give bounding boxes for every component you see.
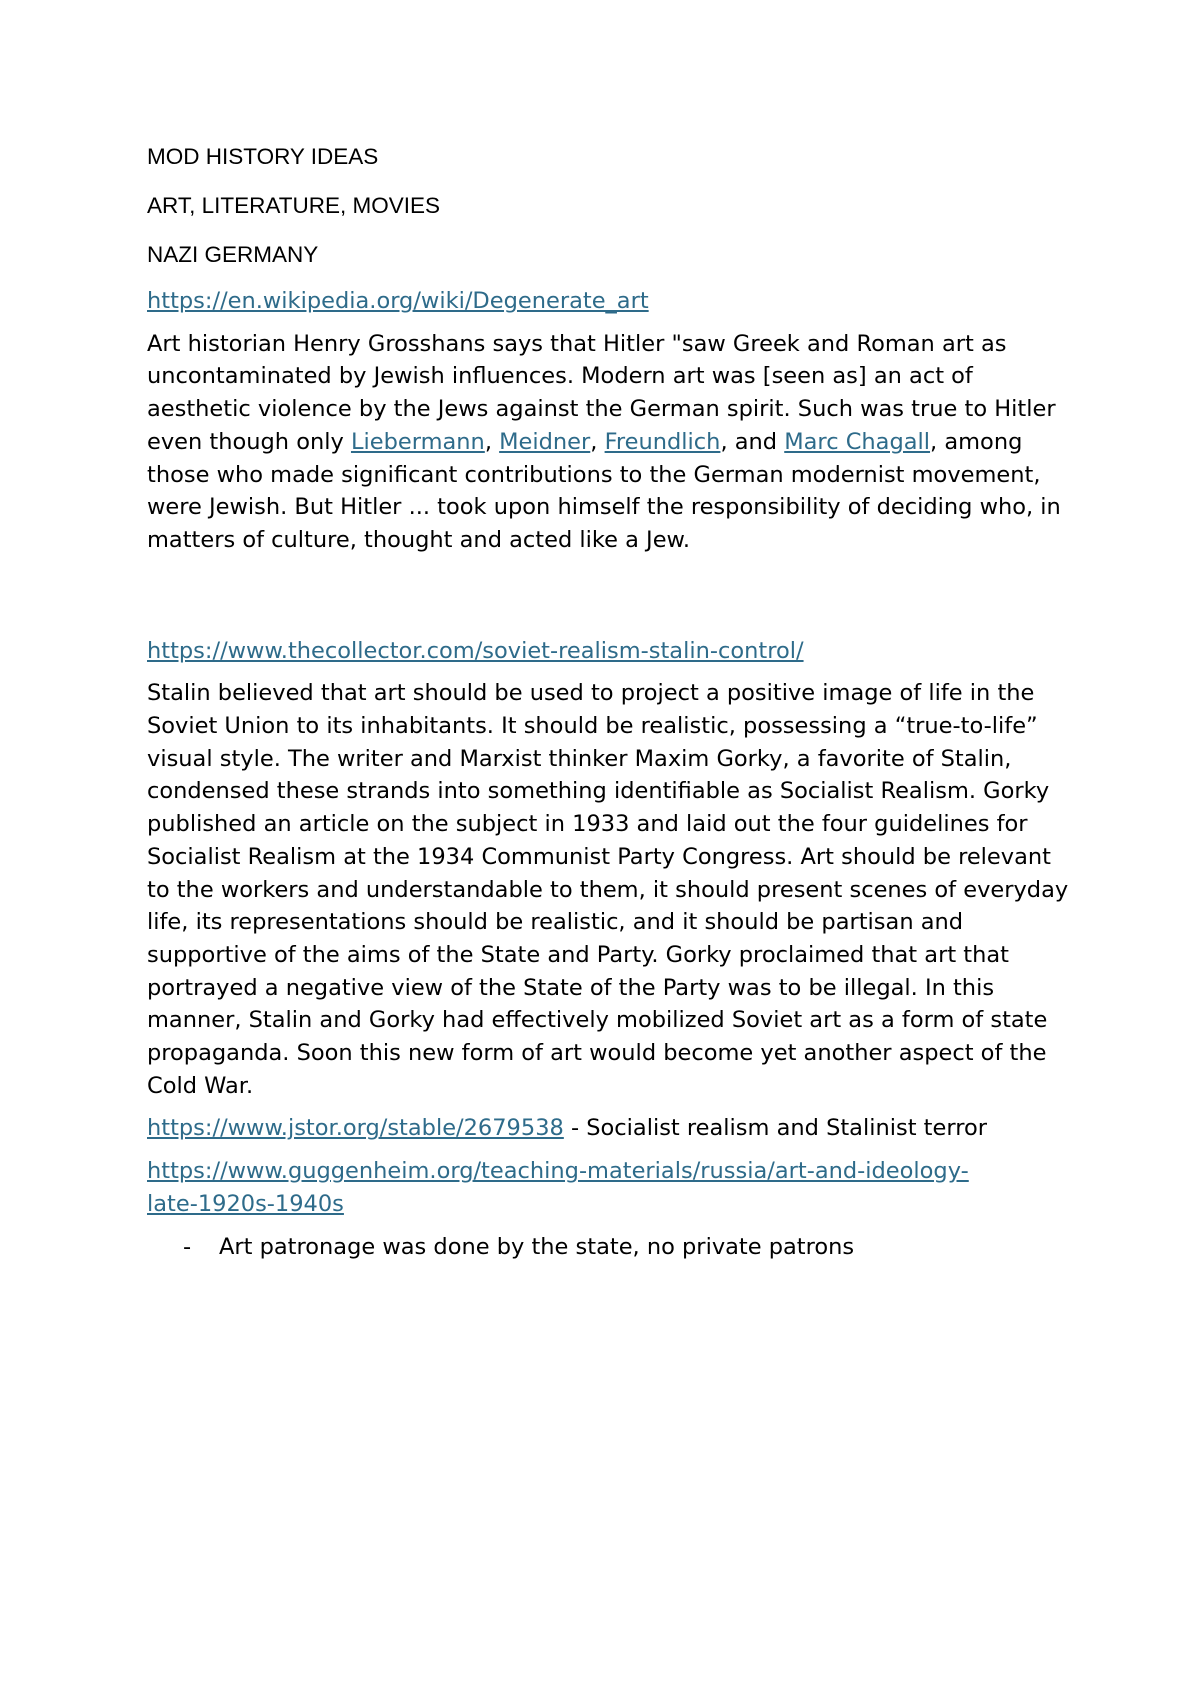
section-guggenheim-link-line xyxy=(147,1155,1077,1220)
separator-and: , and xyxy=(720,428,785,455)
jstor-description: - Socialist realism and Stalinist terror xyxy=(563,1115,987,1142)
link-marc-chagall[interactable]: Marc Chagall xyxy=(784,428,931,455)
link-thecollector-soviet-realism[interactable]: https://www.thecollector.com/soviet-realism-stalin-control/ xyxy=(147,637,804,664)
section-collector-link-line xyxy=(147,635,1077,668)
section-jstor-line xyxy=(147,1112,1077,1145)
separator-comma-1: , xyxy=(484,428,500,455)
heading-nazi-germany: NAZI GERMANY xyxy=(147,242,319,267)
link-liebermann[interactable]: Liebermann xyxy=(350,428,485,455)
guggenheim-url-part-1: https://www.guggenheim.org/teaching-materials/russia/art-and-ideology- xyxy=(147,1158,969,1185)
paragraph-text-part-b: , among those who made significant contributions to the German modernist movement, were Jewish. But Hitler ... took upon himself the responsibility of deciding who, in matters of culture, thought and acted like a Jew. xyxy=(147,428,1061,553)
link-meidner[interactable]: Meidner xyxy=(499,428,591,455)
link-guggenheim-art-and-ideology[interactable] xyxy=(147,1158,969,1217)
document-page xyxy=(147,142,1077,1263)
link-wikipedia-degenerate-art[interactable]: https://en.wikipedia.org/wiki/Degenerate_art xyxy=(147,288,649,314)
paragraph-stalin-socialist-realism: Stalin believed that art should be used to project a positive image of life in the Soviet Union to its inhabitants. It should be realistic, possessing a “true-to-life” visual style. The writer and Marxist thinker Maxim Gorky, a favorite of Stalin, condensed these strands into something identifiable as Socialist Realism. Gorky published an article on the subject in 1933 and laid out the four guidelines for Socialist Realism at the 1934 Communist Party Congress. Art should be relevant to the workers and understandable to them, it should present scenes of everyday life, its representations should be realistic, and it should be partisan and supportive of the aims of the State and Party. Gorky proclaimed that art that portrayed a negative view of the State of the Party was to be illegal. In this manner, Stalin and Gorky had effectively mobilized Soviet art as a form of state propaganda. Soon this new form of art would become yet another aspect of the Cold War. xyxy=(147,680,1069,1099)
link-freundlich[interactable]: Freundlich xyxy=(604,428,721,455)
paragraph-grosshans-quote xyxy=(147,328,1077,557)
guggenheim-url-part-2: late-1920s-1940s xyxy=(147,1190,344,1217)
list-item xyxy=(147,1231,1077,1264)
link-jstor-2679538[interactable]: https://www.jstor.org/stable/2679538 xyxy=(147,1115,564,1142)
separator-comma-2: , xyxy=(590,428,605,455)
bullet-dash-marker: - xyxy=(183,1233,192,1260)
bullet-list xyxy=(147,1231,1077,1264)
section-degenerate-art-link-line xyxy=(147,285,1077,318)
bullet-text: Art patronage was done by the state, no private patrons xyxy=(219,1233,855,1260)
heading-mod-history-ideas: MOD HISTORY IDEAS xyxy=(147,144,379,169)
heading-art-literature-movies: ART, LITERATURE, MOVIES xyxy=(147,193,440,218)
paragraph-text-part-a: Art historian Henry Grosshans says that Hitler "saw Greek and Roman art as uncontaminated by Jewish influences. Modern art was [seen as] an act of aesthetic violence by the Jews against the German spirit. Such was true to Hitler even though only xyxy=(147,330,1056,455)
